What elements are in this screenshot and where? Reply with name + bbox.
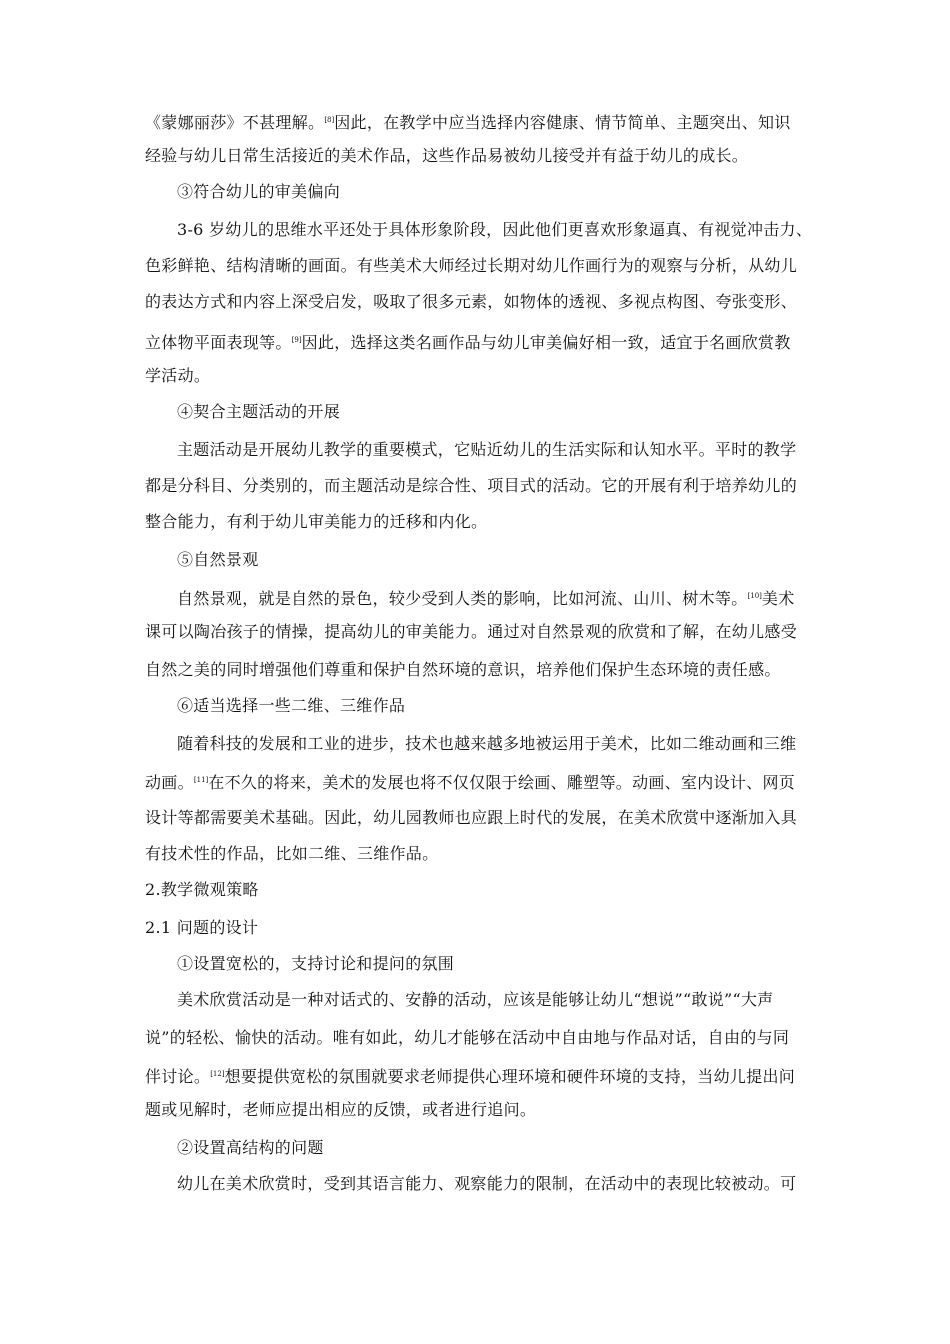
text-line: 幼儿在美术欣赏时，受到其语言能力、观察能力的限制，在活动中的表现比较被动。可 [177, 1174, 797, 1193]
text-line: 随着科技的发展和工业的进步，技术也越来越多地被运用于美术，比如二维动画和三维 [177, 734, 797, 753]
text-line: 3-6 岁幼儿的思维水平还处于具体形象阶段，因此他们更喜欢形象逼真、有视觉冲击力、 [177, 220, 813, 239]
section-heading: ①设置宽松的，支持讨论和提问的氛围 [177, 954, 455, 973]
text-line: 色彩鲜艳、结构清晰的画面。有些美术大师经过长期对幼儿作画行为的观察与分析，从幼儿 [145, 256, 798, 275]
text-line: 设计等都需要美术基础。因此，幼儿园教师也应跟上时代的发展，在美术欣赏中逐渐加入具 [145, 808, 798, 827]
text-line: 题或见解时，老师应提出相应的反馈，或者进行追问。 [145, 1100, 537, 1119]
text-line: 伴讨论。[12]想要提供宽松的氛围就要求老师提供心理环境和硬件环境的支持，当幼儿提出问 [145, 1067, 796, 1086]
text-line: 主题活动是开展幼儿教学的重要模式，它贴近幼儿的生活实际和认知水平。平时的教学 [177, 440, 797, 459]
text-line: 《蒙娜丽莎》不甚理解。[8]因此，在教学中应当选择内容健康、情节简单、主题突出、知识 [145, 113, 791, 132]
section-heading: 2.教学微观策略 [145, 880, 259, 899]
text-line: 自然之美的同时增强他们尊重和保护自然环境的意识，培养他们保护生态环境的责任感。 [145, 660, 781, 679]
text-line: 有技术性的作品，比如二维、三维作品。 [145, 844, 439, 863]
citation-mark: [10] [747, 592, 762, 600]
text-line: 学活动。 [145, 366, 211, 385]
text-line: 经验与幼儿日常生活接近的美术作品，这些作品易被幼儿接受并有益于幼儿的成长。 [145, 146, 749, 165]
citation-mark: [11] [193, 776, 209, 784]
section-heading: ⑤自然景观 [177, 550, 259, 569]
citation-mark: [12] [210, 1070, 225, 1078]
text-line: 都是分科目、分类别的，而主题活动是综合性、项目式的活动。它的开展有利于培养幼儿的 [145, 476, 798, 495]
text-line: 美术欣赏活动是一种对话式的、安静的活动，应该是能够让幼儿“想说”“敢说”“大声 [177, 990, 774, 1009]
text-line: 的表达方式和内容上深受启发，吸取了很多元素，如物体的透视、多视点构图、夸张变形、 [145, 292, 798, 311]
citation-mark: [8] [324, 116, 335, 124]
citation-mark: [9] [291, 336, 302, 344]
text-line: 整合能力，有利于幼儿审美能力的迁移和内化。 [145, 512, 488, 531]
text-line: 立体物平面表现等。[9]因此，选择这类名画作品与幼儿审美偏好相一致，适宜于名画欣赏教 [145, 333, 791, 352]
section-heading: ⑥适当选择一些二维、三维作品 [177, 696, 406, 715]
text-line: 课可以陶冶孩子的情操，提高幼儿的审美能力。通过对自然景观的欣赏和了解，在幼儿感受 [145, 622, 798, 641]
subsection-heading: 2.1 问题的设计 [145, 918, 259, 937]
section-heading: ②设置高结构的问题 [177, 1138, 324, 1157]
section-heading: ④契合主题活动的开展 [177, 402, 341, 421]
section-heading: ③符合幼儿的审美偏向 [177, 182, 341, 201]
text-line: 说”的轻松、愉快的活动。唯有如此，幼儿才能够在活动中自由地与作品对话，自由的与同 [145, 1028, 790, 1047]
text-line: 自然景观，就是自然的景色，较少受到人类的影响，比如河流、山川、树木等。[10]美术 [177, 589, 795, 608]
text-line: 动画。[11]在不久的将来，美术的发展也将不仅仅限于绘画、雕塑等。动画、室内设计、网页 [145, 773, 796, 792]
